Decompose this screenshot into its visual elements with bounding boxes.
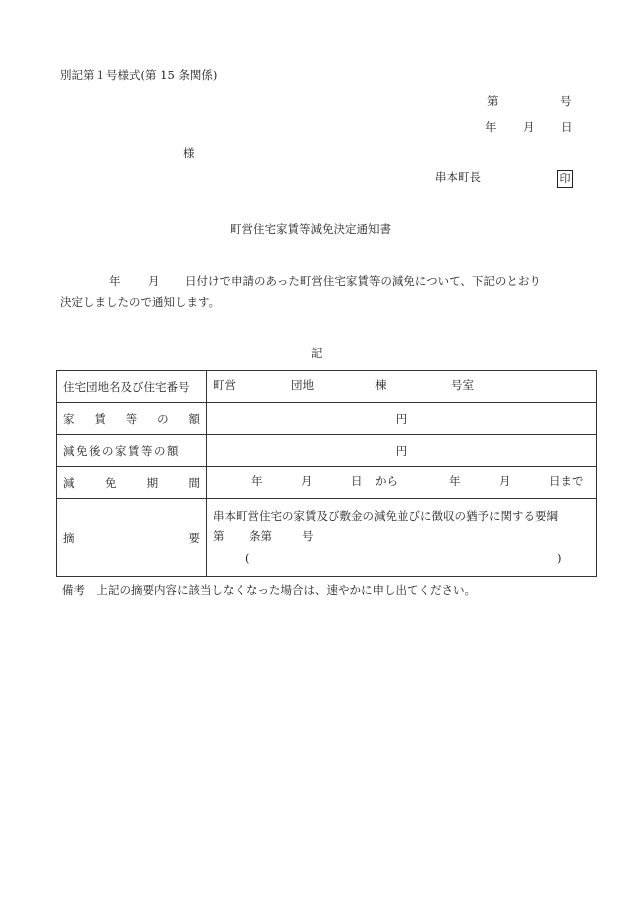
- summary-paren-open: (: [245, 550, 250, 565]
- label-rent-char: 等: [125, 411, 138, 426]
- label-period-char: 期: [146, 475, 159, 490]
- body-month: 月: [148, 274, 160, 288]
- label-rent-char: 家: [63, 411, 75, 426]
- table-row-period: [57, 467, 597, 499]
- period-to-year: 年: [449, 473, 461, 488]
- body-year: 年: [109, 274, 121, 288]
- notice-table: [56, 370, 597, 577]
- value-rent: 円: [207, 403, 597, 435]
- label-rent-char: 賃: [94, 411, 106, 426]
- period-from-year: 年: [251, 473, 263, 488]
- table-row-rent: [57, 403, 597, 435]
- label-summary: [57, 499, 207, 577]
- value-reduced-rent: 円: [207, 435, 597, 467]
- label-rent: [57, 403, 207, 435]
- remarks-note: 備考 上記の摘要内容に該当しなくなった場合は、速やかに申し出てください。: [62, 583, 476, 597]
- issuer-name: 串本町長: [435, 170, 481, 184]
- value-to: 棟: [375, 377, 387, 392]
- summary-article-go: 号: [302, 528, 314, 543]
- period-to-month: 月: [499, 473, 511, 488]
- label-period-char: 間: [188, 475, 200, 490]
- period-from-day: 日: [351, 473, 363, 488]
- date-month: 月: [523, 120, 535, 134]
- form-number-label: 別記第１号様式(第 15 条関係): [60, 68, 218, 82]
- date-day: 日: [561, 120, 573, 134]
- summary-paren-line: [213, 549, 590, 571]
- label-rent-char: の: [157, 411, 169, 426]
- label-period-char: 減: [63, 475, 75, 490]
- summary-regulation-title: 串本町営住宅の家賃及び敷金の減免並びに徴収の猶予に関する要綱: [213, 508, 558, 523]
- label-period-char: 免: [104, 475, 117, 490]
- table-row-reduced-rent: [57, 435, 597, 467]
- document-title: 町営住宅家賃等減免決定通知書: [230, 222, 391, 236]
- value-danchi: 団地: [291, 377, 314, 392]
- value-choei: 町営: [213, 377, 236, 392]
- label-period: [57, 467, 207, 499]
- value-summary: [207, 499, 597, 577]
- summary-article-dai: 第: [213, 528, 225, 543]
- period-from-month: 月: [301, 473, 313, 488]
- value-goshitsu: 号室: [451, 377, 474, 392]
- document-number-suffix: 号: [560, 94, 572, 108]
- label-summary-char: 要: [188, 530, 200, 545]
- body-text-line2: 決定しましたので通知します。: [60, 295, 221, 309]
- label-housing-number: 住宅団地名及び住宅番号: [57, 371, 207, 403]
- table-row-address: [57, 371, 597, 403]
- summary-article-line: [213, 527, 590, 549]
- period-to-label: 日まで: [549, 473, 584, 488]
- label-reduced-rent: 減免後の家賃等の額: [57, 435, 207, 467]
- ki-heading: 記: [311, 346, 323, 360]
- value-housing-number: [207, 371, 597, 403]
- date-year: 年: [485, 120, 497, 134]
- document-number-prefix: 第: [487, 94, 499, 108]
- seal-mark: 印: [557, 170, 573, 188]
- label-summary-char: 摘: [63, 530, 75, 545]
- table-row-summary: [57, 499, 597, 577]
- label-rent-char: 額: [188, 411, 200, 426]
- summary-article-jodai: 条第: [249, 528, 272, 543]
- addressee-suffix: 様: [183, 146, 195, 160]
- value-period: [207, 467, 597, 499]
- summary-paren-close: ): [557, 550, 562, 565]
- body-text-line1: 日付けで申請のあった町営住宅家賃等の減免について、下記のとおり: [185, 274, 541, 288]
- period-from-label: から: [375, 473, 398, 488]
